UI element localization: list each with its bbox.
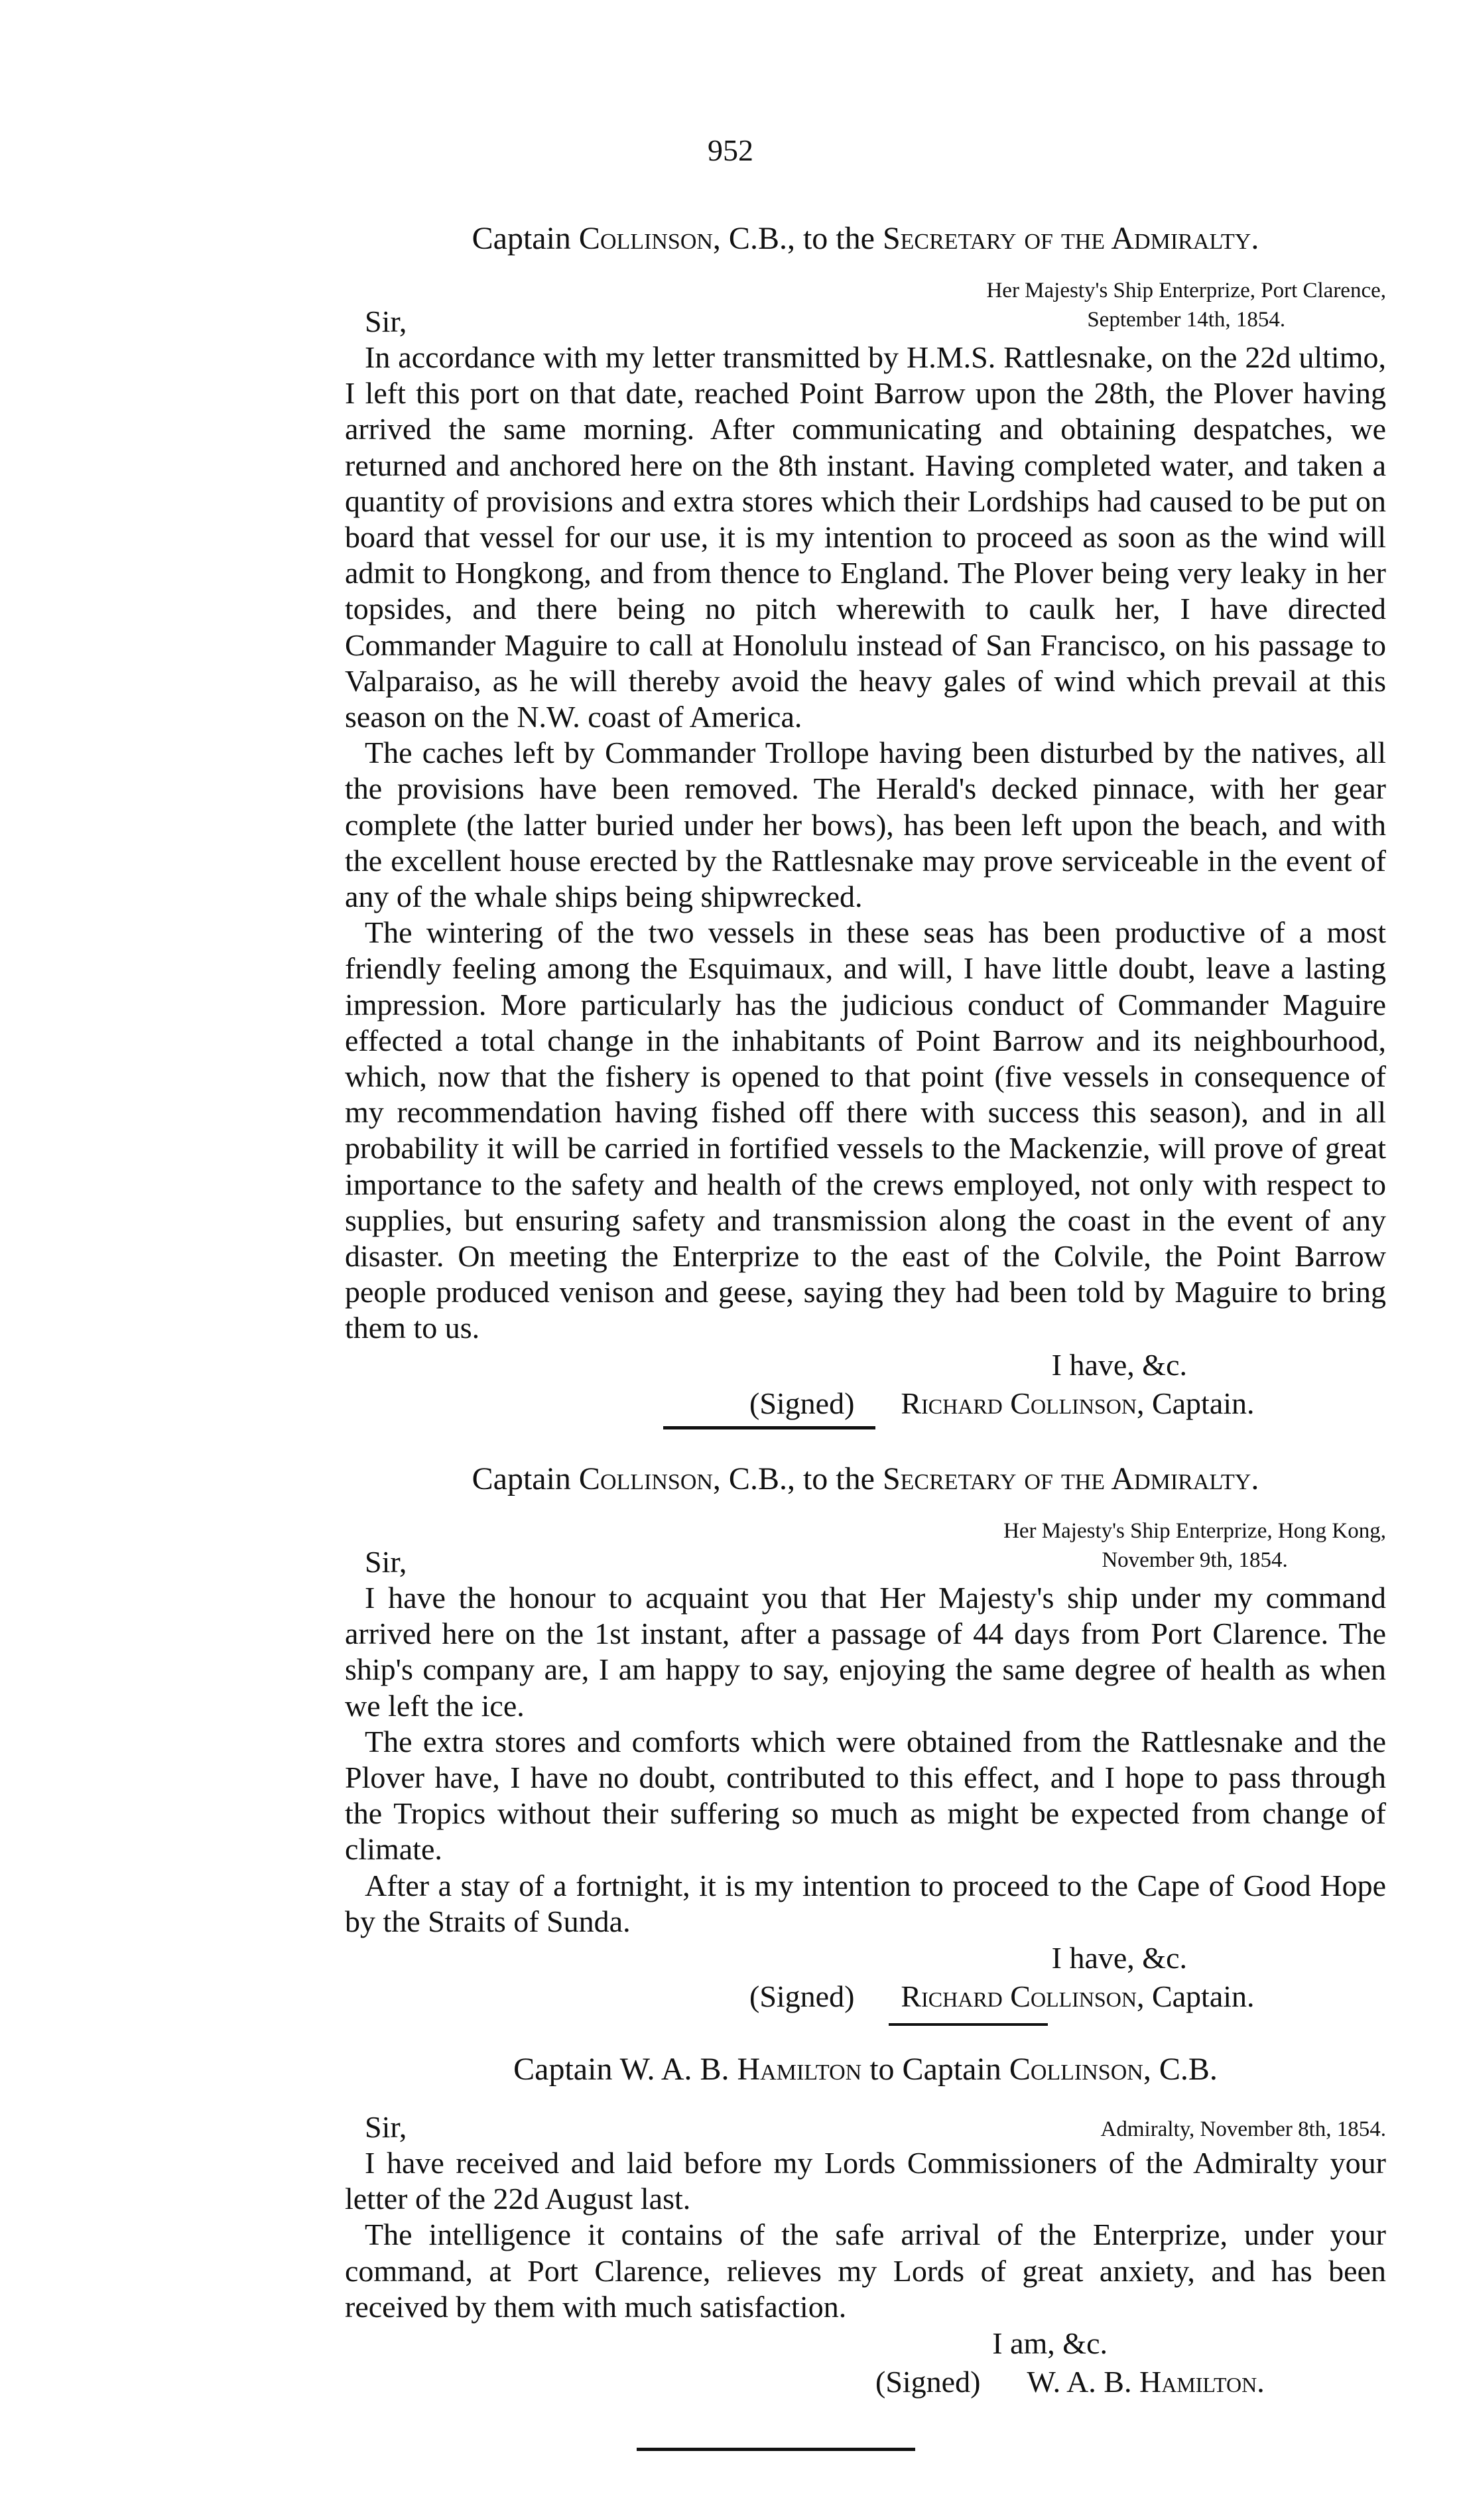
dateline-place: Admiralty, November 8th, 1854. bbox=[1100, 2117, 1386, 2141]
paragraph-text: I have received and laid before my Lords Commissioners of the Admiralty your letter of the 22d August last. bbox=[345, 2146, 1386, 2216]
complimentary-close: I have, &c. bbox=[1051, 1941, 1187, 1975]
letter-heading bbox=[345, 219, 1386, 259]
dateline-date: September 14th, 1854. bbox=[1087, 308, 1286, 332]
letter-paragraph bbox=[345, 1580, 1386, 1724]
signed-label: (Signed) bbox=[875, 2365, 981, 2399]
letter-closing bbox=[345, 1940, 1386, 2017]
heading-mid: to Captain bbox=[861, 2052, 1009, 2087]
letter-closing bbox=[345, 2325, 1386, 2402]
letter-paragraph bbox=[345, 340, 1386, 735]
complimentary-close: I am, &c. bbox=[992, 2326, 1108, 2361]
signer-title: , Captain. bbox=[1136, 1979, 1255, 2014]
signature-line bbox=[749, 1978, 1255, 2015]
signature-line bbox=[875, 2363, 1265, 2401]
salutation: Sir, bbox=[365, 304, 407, 338]
paragraph-text: The wintering of the two vessels in these seas has been productive of a most friendly feeling among the Esquimaux, and will, I have little doubt, leave a lasting impression. More particularly has the judicious conduct of Commander Maguire effected a total change in the inhabitants of Point Barrow and its neighbourhood, which, now that the fishery is opened to that point (five vessels in consequence of my recommendation having fished off there with success this season), and in all probability it will be carried in fortified vessels to the Mackenzie, will prove of great importance to the safety and health of the crews employed, not only with respect to supplies, but ensuring safety and transmission along the coast in the event of any disaster. On meeting the Enterprize to the east of the Colvile, the Point Barrow people produced venison and geese, saying they had been told by Maguire to bring them to us. bbox=[345, 915, 1386, 1345]
dateline bbox=[1101, 2115, 1386, 2144]
signer-title: , Captain. bbox=[1136, 1386, 1255, 1420]
letter-meta bbox=[345, 2107, 1386, 2145]
salutation: Sir, bbox=[365, 2110, 407, 2144]
letter-1 bbox=[345, 219, 1386, 1424]
page-number: 952 bbox=[708, 133, 753, 167]
signer-name: Richard Collinson bbox=[901, 1979, 1137, 2014]
heading-prefix: Captain bbox=[472, 1461, 579, 1496]
paragraph-text: I have the honour to acquaint you that Her Majesty's ship under my command arrived here on the 1st instant, after a passage of 44 days from Port Clarence. The ship's company are, I am happy to say, enjoying the same degree of health as when we left the ice. bbox=[345, 1581, 1386, 1723]
letter-meta bbox=[345, 1516, 1386, 1580]
dateline bbox=[1003, 1516, 1386, 1575]
heading-mid: , C.B., to the bbox=[712, 1461, 883, 1496]
paragraph-text: The extra stores and comforts which were obtained from the Rattlesnake and the Plover have, I have no doubt, contributed to this effect, and I hope to pass through the Tropics without their suffering so much as might be expected from change of climate. bbox=[345, 1724, 1386, 1867]
dateline-date: November 9th, 1854. bbox=[1102, 1548, 1288, 1572]
heading-prefix: Captain W. A. B. bbox=[513, 2052, 737, 2087]
dateline bbox=[986, 276, 1386, 334]
heading-sender-name: Hamilton bbox=[737, 2052, 862, 2087]
letter-paragraph bbox=[345, 2217, 1386, 2325]
paragraph-text: After a stay of a fortnight, it is my intention to proceed to the Cape of Good Hope by the Straits of Sunda. bbox=[345, 1868, 1386, 1938]
letter-paragraph bbox=[345, 735, 1386, 915]
section-divider bbox=[637, 2448, 915, 2451]
section-divider bbox=[889, 2023, 1048, 2026]
signed-label: (Signed) bbox=[749, 1979, 855, 2014]
letter-closing bbox=[345, 1347, 1386, 1424]
paragraph-text: The intelligence it contains of the safe arrival of the Enterprize, under your command, at Port Clarence, relieves my Lords of great anxiety, and has been received by them with much satisfaction. bbox=[345, 2218, 1386, 2324]
complimentary-close: I have, &c. bbox=[1051, 1347, 1187, 1382]
section-divider bbox=[663, 1426, 875, 1429]
heading-suffix: , C.B. bbox=[1143, 2052, 1218, 2087]
heading-prefix: Captain bbox=[472, 221, 579, 256]
heading-sender-name: Collinson bbox=[578, 221, 713, 256]
heading-mid: , C.B., to the bbox=[712, 221, 883, 256]
letter-paragraph bbox=[345, 2145, 1386, 2217]
letter-paragraph bbox=[345, 1868, 1386, 1940]
heading-recipient: Collinson bbox=[1009, 2052, 1143, 2087]
dateline-place: Her Majesty's Ship Enterprize, Hong Kong, bbox=[1003, 1519, 1386, 1543]
letter-paragraph bbox=[345, 915, 1386, 1346]
dateline-place: Her Majesty's Ship Enterprize, Port Clarence, bbox=[986, 279, 1386, 302]
heading-recipient: Secretary of the Admiralty. bbox=[882, 221, 1259, 256]
salutation: Sir, bbox=[365, 1545, 407, 1579]
letter-meta bbox=[345, 276, 1386, 340]
signer-name: W. A. B. Hamilton. bbox=[1027, 2365, 1265, 2399]
heading-recipient: Secretary of the Admiralty. bbox=[882, 1461, 1259, 1496]
paragraph-text: In accordance with my letter transmitted by H.M.S. Rattlesnake, on the 22d ultimo, I left this port on that date, reached Point Barrow upon the 28th, the Plover having arrived the same morning. After communicating and obtaining despatches, we returned and anchored here on the 8th instant. Having completed water, and taken a quantity of provisions and extra stores which their Lordships had caused to be put on board that vessel for our use, it is my intention to proceed as soon as the wind will admit to Hongkong, and from thence to England. The Plover being very leaky in her topsides, and there being no pitch wherewith to caulk her, I have directed Commander Maguire to call at Honolulu instead of San Francisco, on his passage to Valparaiso, as he will thereby avoid the heavy gales of wind which prevail at this season on the N.W. coast of America. bbox=[345, 340, 1386, 734]
letter-2 bbox=[345, 1459, 1386, 2017]
letter-paragraph bbox=[345, 1724, 1386, 1868]
letter-heading bbox=[345, 1459, 1386, 1499]
paragraph-text: The caches left by Commander Trollope having been disturbed by the natives, all the provisions have been removed. The Herald's decked pinnace, with her gear complete (the latter buried under her bows), has been left upon the beach, and with the excellent house erected by the Rattlesnake may prove serviceable in the event of any of the whale ships being shipwrecked. bbox=[345, 736, 1386, 914]
heading-sender-name: Collinson bbox=[578, 1461, 713, 1496]
signed-label: (Signed) bbox=[749, 1386, 855, 1420]
letter-heading bbox=[345, 2050, 1386, 2089]
signature-line bbox=[749, 1385, 1255, 1422]
signer-name: Richard Collinson bbox=[901, 1386, 1137, 1420]
letter-3 bbox=[345, 2050, 1386, 2402]
